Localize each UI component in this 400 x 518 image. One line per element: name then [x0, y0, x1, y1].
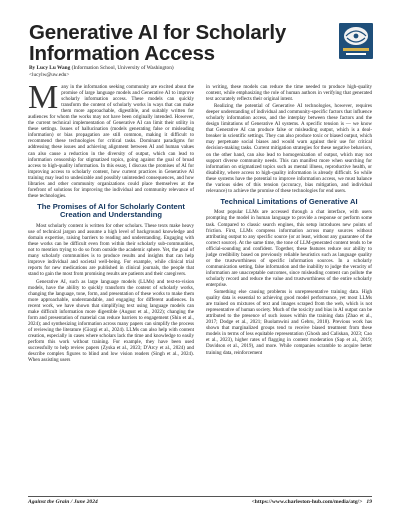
atg-logo-icon — [338, 22, 374, 60]
article-title: Generative AI for Scholarly Information Access — [29, 21, 287, 65]
section-heading-promises: The Promises of AI for Scholarly Content Creation and Understanding — [37, 201, 185, 220]
body-paragraph: Something else causing problems is unrepresentative training data. High quality data is essential to achieving good model performance, yet most LLMs are trained on mixtures of text and images scraped from the web, which is not representative of human society. Much of the toxicity and bias in AI output can be attributed to the presence of such issues within the training data (Zhao et al., 2017; Dodge et al., 2021; Buolamwini and Gebru, 2018). Previous work has shown that marginalized groups tend to receive biased treatment from these models in terms of less equitable representation (Ghosh and Caliskan, 2023; Cao et al., 2023), higher rates of flagging in content moderation (Sap et al., 2019; Davidson et al., 2019), and more. While companies scramble to acquire better training data, reinforcement — [206, 289, 372, 356]
author-name: By Lucy Lu Wang — [29, 65, 71, 71]
author-affiliation: (Information School, University of Washington) — [71, 65, 174, 71]
body-paragraph: in writing, these models can reduce the time needed to produce high-quality content, while emphasizing the role of human authors in verifying that generated text accurately reflects their original intent. — [206, 84, 372, 103]
page-number: 19 — [366, 499, 372, 505]
intro-paragraph — [28, 79, 194, 199]
body-paragraph: Generative AI, such as large language models (LLMs) and text-to-vision models, have the ability to quickly transform the content of scholarly works, changing the language, tone, form, and presentation of these works to make them more approachable, understandable, and engaging for different audiences. In recent work, we have shown that simplifying text using language models can make difficult information more digestible (August et al., 2022); changing the form and presentation of material can reduce barriers to engagement (Shin et al., 2024); and synthesizing information across many papers can simplify the process of reviewing the literature (Giorgi et al., 2024). LLMs can also help with content creation, especially in cases where scholars lack the time and knowledge to easily perform this work without training. For example, they have been used successfully to help review papers (Zyska et al., 2023; D'Arcy et al., 2024) and describe complex figures to blind and low vision readers (Singh et al., 2024). When assisting users — [28, 278, 194, 364]
footer-publication: Against the Grain / June 2024 — [28, 499, 98, 505]
page-footer — [28, 496, 372, 509]
body-paragraph: Most scholarly content is written for other scholars. These texts make heavy use of technical jargon and assume a high level of background knowledge and domain expertise, raising barriers to reading and understanding. Engaging with these works can be difficult even from within their scholarly sub-communities, not to mention trying to do so from outside the academic sphere. Yet, the goal of many scholarly communities is to produce results and insights that can help improve individual and societal well-being. For example, while clinical trial reports for new medications are published in clinical journals, the people that stand to gain the most from promising results are patients and their caregivers. — [28, 223, 194, 278]
body-paragraph: Realizing the potential of Generative AI technologies, however, requires deeper understanding of individual and community-specific factors that influence scholarly information access, and the interplay between these factors and the design limitations of Generative AI systems. A specific tension is — we know that Generative AI can produce false or misleading output, which is a deal-breaker in scientific settings. They can also produce toxic or biased output, which may perpetuate social biases and would warn against their use for critical decision-making tasks. Current mitigation strategies for these negative behaviors, on the other hand, can also lead to homogenization of output, which may not support diverse community needs. This can manifest more when searching for information on stigmatized topics such as mental illness, reproductive health, or disability, where access to high-quality information is already difficult. So while these systems have the potential to improve information access, we must balance the various sides of this tension (accuracy, bias mitigation, and individual relevance) to achieve the promise of these technologies for end users. — [206, 103, 372, 194]
drop-cap: M — [28, 79, 59, 116]
section-heading-limitations: Technical Limitations of Generative AI — [220, 196, 358, 206]
right-column — [206, 84, 372, 357]
footer-url[interactable]: <https://www.charleston-hub.com/media/atg/> — [251, 499, 363, 505]
intro-text: any in the information seeking community are excited about the promise of large language models and Generative AI to improve scholarly information access. These models can quickly transform the content of scholarly works in ways that can make them more approachable, digestible, and suitably written for audiences for whom the works may not have been originally intended. However, the current technical implementation of Generative AI can limit their utility in these settings. Issues of hallucination (models generating false or misleading information) or bias propagation are still common, making it difficult to recommend these technologies for critical tasks. Dominant paradigms for addressing these issues and achieving alignment between AI and human values can also cause a reduction in the diversity of output, which can lead to information censorship for stigmatized topics, going against the goal of broad access to high-quality information. In this essay, I discuss the promises of AI for improving access to scholarly content, how current practices in Generative AI training may lead to undesirable and possibly unintended consequences, and how libraries and other community organizations could place themselves at the forefront of solutions for improving the individual and community relevance of these technologies. — [28, 84, 194, 199]
author-email[interactable]: <lucylw@uw.edu> — [29, 72, 70, 78]
byline — [29, 65, 359, 79]
left-column — [28, 79, 194, 364]
footer-link-group — [252, 497, 372, 508]
body-paragraph: Most popular LLMs are accessed through a chat interface, with users prompting the model in human language to provide a response or perform some task. Compared to classic search engines, this setup introduces new points of friction. First, LLMs compress information across many sources without attributing output to any specific source (or at least, without any guarantee of the correct source). At the same time, the tone of LLM-generated content tends to be official-sounding and confident. Together, these features reduce our ability to judge credibility based on previously reliable heuristics such as language quality or the trustworthiness of specific information sources. In a scholarly communication setting, false information and the inability to judge the veracity of information are unacceptable outcomes, since misleading content can pollute the scholarly record and reduce the value and trustworthiness of the entire scholarly enterprise. — [206, 209, 372, 288]
